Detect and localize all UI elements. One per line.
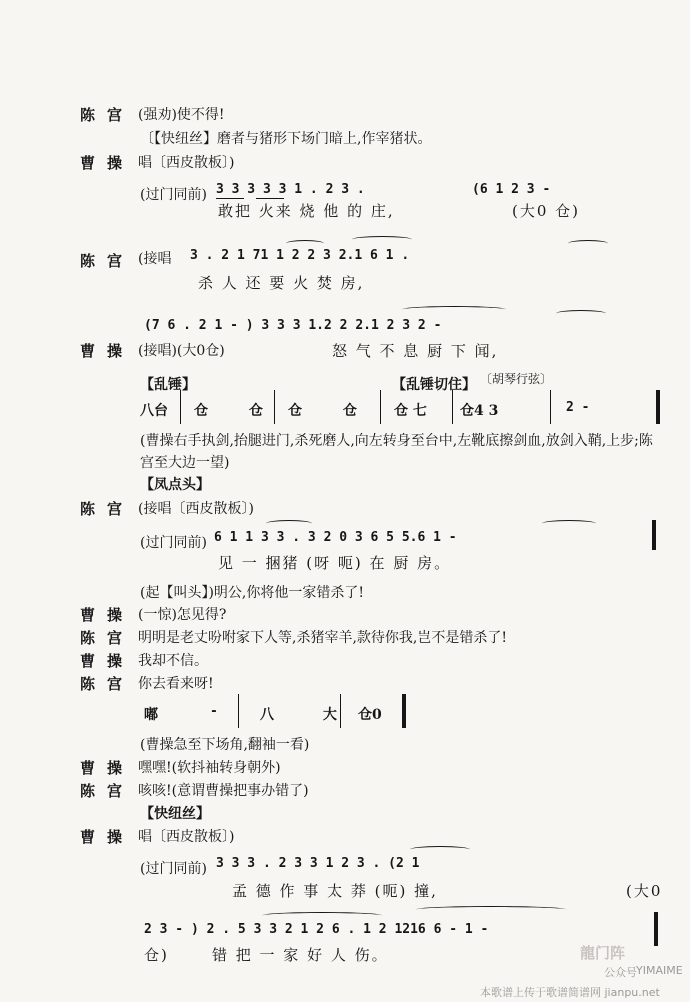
barline [274,390,275,424]
barline [238,694,239,728]
role-cao: 曹操 [80,342,135,360]
lyrics: 敢把 火来 烧 他 的 庄, [218,202,395,220]
perc-cell: 八 大 [260,707,359,723]
notes: 3 3 3 . 2 3 3 1 2 3 . (2 1 [216,856,420,871]
barline [340,694,341,728]
aria-label: 唱〔西皮散板〕) [138,155,235,171]
watermark-wechat: 公众号 [604,966,637,979]
role-cao: 曹操 [80,652,135,670]
slur [542,520,596,527]
slur [262,912,382,919]
dialogue: (强劝)使不得! [138,107,225,123]
percussion-label: 【凤点头】 [140,477,210,493]
perc-cell: 八台 [140,403,168,419]
lyrics: 孟 德 作 事 太 莽 (呃) 撞, [232,882,438,900]
beam [216,198,244,199]
lyrics: 见 一 捆猪 (呀 呃) 在 厨 房。 [218,554,452,572]
barline [180,390,181,424]
watermark-site: YIMAIME [636,964,683,977]
percussion-label: 【乱锤】 [140,377,196,393]
notes: 6 1 1 3 3 . 3 2 0 3 6 5 5.6 1 - [214,530,457,545]
notes: 3 3 3 3 3 1 . 2 3 . [216,182,365,197]
slur [352,236,412,243]
final-barline [402,694,406,728]
lyrics: 怒 气 不 息 厨 下 闻, [332,342,499,360]
perc-cell: 仓 仓 [288,403,375,419]
final-barline [652,520,656,550]
slur [410,846,470,853]
watermark-logo: 龍门阵 [580,944,626,962]
lyrics: 错 把 一 家 好 人 伤。 [212,946,389,964]
dialogue: 你去看来呀! [138,676,214,692]
lyrics: 仓) [144,946,169,964]
perc-cell: 仓4 3 [460,403,499,419]
aria-label: (接唱〔西皮散板〕) [138,501,254,517]
lyrics: (大0 [626,882,663,900]
final-barline [656,390,660,424]
notes: 3 . 2 1 71 1 2 2 3 2.1 6 1 . [190,248,410,263]
slur [568,240,608,247]
dialogue: 嘿嘿!(软抖袖转身朝外) [138,760,281,776]
dialogue: 咳咳!(意谓曹操把事办错了) [138,783,309,799]
role-chen: 陈宫 [80,675,135,693]
huqin-label: 〔胡琴行弦〕 [480,372,553,386]
role-cao: 曹操 [80,828,135,846]
notes: 2 3 - ) 2 . 5 3 3 2 1 2 6 . 1 2 1216 6 - 1 - [144,922,489,937]
prelude-label: (过门同前) [140,535,207,551]
lyrics: (大0 仓) [512,202,581,220]
stage-direction: 〔【快纽丝】磨者与猪形下场门暗上,作宰猪状。 [140,131,432,147]
role-chen: 陈宫 [80,629,135,647]
sung-label: (接唱 [138,251,172,267]
aria-label: 唱〔西皮散板〕) [138,829,235,845]
role-chen: 陈宫 [80,252,135,270]
slur [556,310,606,317]
dialogue: (一惊)怎见得? [138,607,227,623]
perc-cell: 仓 仓 [194,403,281,419]
slur [286,240,324,247]
sung-label: (接唱)(大0仓) [138,343,225,359]
stage-direction: (曹操右手执剑,抬腿进门,杀死磨人,向左转身至台中,左靴底擦剑血,放剑入鞘,上步;陈宫至大边一望) [140,433,653,471]
dialogue: 明明是老丈吩咐家下人等,杀猪宰羊,款待你我,岂不是错杀了! [138,630,507,646]
rest: - [210,704,218,719]
role-cao: 曹操 [80,154,135,172]
dialogue: (起【叫头】)明公,你将他一家错杀了! [140,585,364,601]
stage-direction: (曹操急至下场角,翻袖一看) [140,737,310,753]
percussion-label: 【快纽丝】 [140,806,210,822]
role-chen: 陈宫 [80,782,135,800]
role-chen: 陈宫 [80,106,135,124]
prelude-label: (过门同前) [140,187,207,203]
slur [416,906,566,913]
barline [550,390,551,424]
role-chen: 陈宫 [80,500,135,518]
beam [256,198,284,199]
notes: (7 6 . 2 1 - ) 3 3 3 1.2 2 2.1 2 3 2 - [144,318,442,333]
role-cao: 曹操 [80,759,135,777]
barline [452,390,453,424]
dialogue: 我却不信。 [138,653,208,669]
lyrics: 杀 人 还 要 火 焚 房, [198,274,365,292]
barline [380,390,381,424]
final-barline [654,912,658,946]
prelude-label: (过门同前) [140,861,207,877]
slur [266,520,312,527]
perc-cell: 仓0 [358,707,382,723]
slur [402,306,506,313]
perc-cell: 2 - [566,400,590,415]
role-cao: 曹操 [80,606,135,624]
watermark-footer: 本歌谱上传于歌谱简谱网 jianpu.net [480,986,660,999]
perc-cell: 仓 七 [394,403,427,419]
percussion-label: 【乱锤切住】 [392,377,476,393]
notes: (6 1 2 3 - [472,182,551,197]
perc-cell: 嘟 [144,707,158,723]
